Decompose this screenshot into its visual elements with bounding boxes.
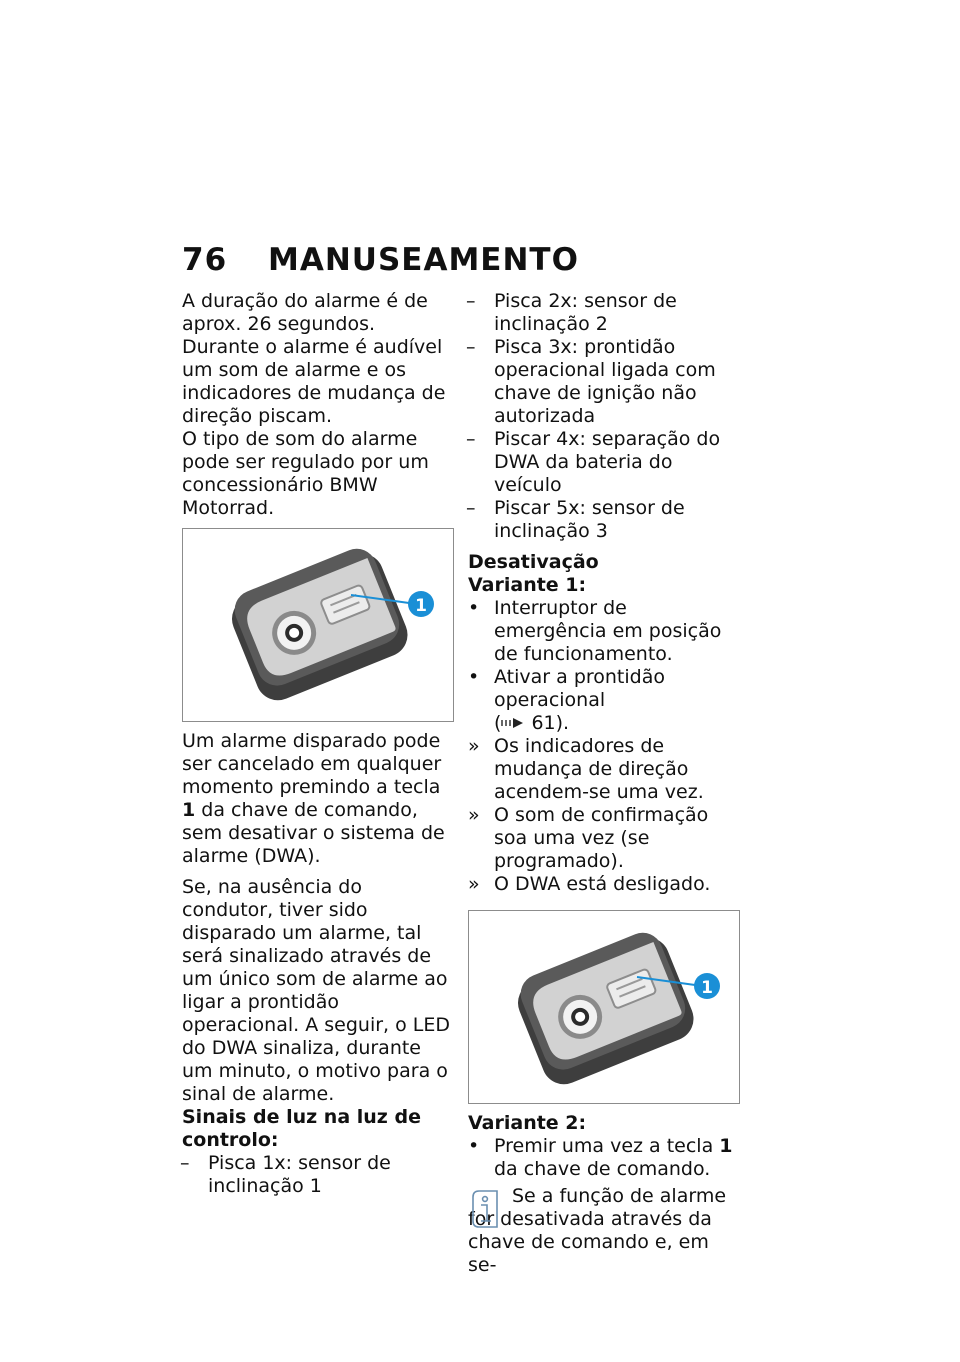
page-header (182, 242, 742, 278)
right-column (468, 290, 740, 1277)
key-fob-figure (182, 528, 454, 722)
list-item: – Pisca 3x: prontidão operacional ligada com chave de ignição não autorizada (466, 336, 716, 427)
key-fob-illustration-2 (469, 911, 739, 1103)
left-column (182, 290, 454, 1198)
list-item: • Interruptor de emergência em posição de funcionamento. (468, 597, 722, 665)
variant1-heading: Variante 1: (468, 574, 587, 596)
section-title: MANUSEAMENTO (268, 242, 579, 278)
variant1-steps (468, 597, 740, 735)
list-item: – Piscar 5x: sensor de inclinação 3 (466, 497, 685, 542)
key-fob-figure-2 (468, 910, 740, 1104)
list-item: • Ativar a prontidão operacional ( 61). (468, 666, 665, 734)
variant1-results (468, 735, 740, 896)
list-item: » O som de confirmação soa uma vez (se programado). (468, 804, 709, 872)
list-item: – Pisca 1x: sensor de inclinação 1 (180, 1152, 391, 1197)
list-item: » Os indicadores de mudança de direção acendem-se uma vez. (468, 735, 704, 803)
callout-label: 1 (415, 596, 427, 616)
signals-list-right (468, 290, 740, 543)
note-text: Se a função de alarme for desativada através da chave de comando e, em se- (468, 1185, 727, 1276)
callout-label: 1 (701, 978, 713, 998)
variant2-heading: Variante 2: (468, 1112, 587, 1134)
key-reference: 1 (182, 799, 196, 821)
signals-list-left (182, 1152, 454, 1198)
absence-paragraph: Se, na ausência do condutor, tiver sido disparado um alarme, tal será sinalizado através de um único som de alarme ao ligar a prontidão operacional. A seguir, o LED do DWA sinaliza, durante um minuto, o motivo para o sinal de alarme. (182, 876, 451, 1105)
intro-paragraph-2: O tipo de som do alarme pode ser regulado por um concessionário BMW Motorrad. (182, 428, 429, 519)
intro-paragraph-1: A duração do alarme é de aprox. 26 segundos. Durante o alarme é audível um som de alarme e os indicadores de mudança de direção piscam. (182, 290, 446, 427)
variant2-steps (468, 1135, 740, 1181)
list-item: » O DWA está desligado. (468, 873, 711, 895)
list-item: – Piscar 4x: separação do DWA da bateria do veículo (466, 428, 721, 496)
list-item: • Premir uma vez a tecla 1 da chave de comando. (468, 1135, 733, 1180)
cancel-paragraph: Um alarme disparado pode ser cancelado em qualquer momento premindo a tecla 1 da chave de comando, sem desativar o sistema de alarme (DWA). (182, 730, 445, 867)
key-reference: 1 (719, 1135, 733, 1157)
page-reference-arrow-icon (501, 716, 525, 730)
info-note (468, 1185, 740, 1277)
list-item: – Pisca 2x: sensor de inclinação 2 (466, 290, 677, 335)
info-icon (468, 1187, 502, 1229)
page-reference[interactable]: 61). (531, 712, 570, 734)
deactivation-heading: Desativação (468, 551, 599, 573)
key-fob-illustration (183, 529, 453, 721)
signals-heading: Sinais de luz na luz de controlo: (182, 1106, 421, 1151)
page-number: 76 (182, 242, 228, 278)
